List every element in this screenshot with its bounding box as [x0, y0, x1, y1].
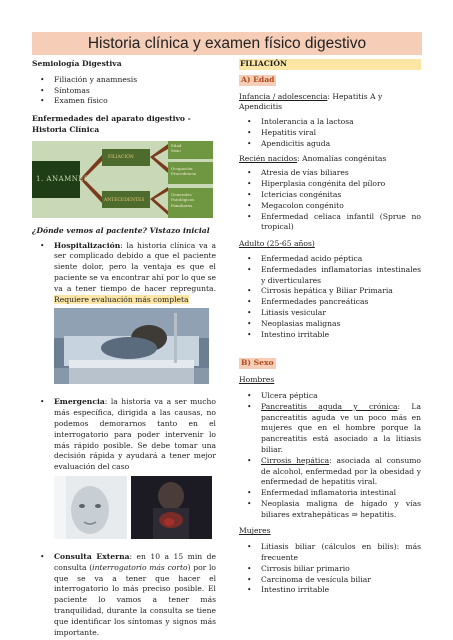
emergency-photos	[54, 476, 212, 539]
right-column	[239, 58, 421, 596]
text: ) por lo que se va a tener que hacer el interrogatorio lo más preciso posible. El paciente lo vamos a tener más tranquilidad, durante la consulta se tiene que identificar los síntomas y signos más importante.	[54, 562, 216, 637]
adulto-label: Adulto (25-65 años)	[239, 239, 315, 249]
italic-text: interrogatorio más corto	[92, 562, 188, 572]
sexo-heading: B) Sexo	[241, 358, 274, 368]
list-item-emergencia	[32, 397, 216, 473]
diagram-text: Familiares	[171, 202, 193, 208]
recien-rest: : Anomalías congénitas	[297, 153, 387, 163]
list-item: • Examen físico	[32, 96, 216, 107]
page-title: Historia clínica y examen físico digestivo	[87, 35, 367, 52]
infancia-list	[239, 117, 421, 149]
list-item: • Neoplasias malignas	[239, 319, 421, 330]
term: Hospitalización	[54, 240, 121, 250]
semiologia-list	[32, 75, 216, 107]
recien-label: Recién nacidos	[239, 153, 298, 163]
list-item: • Apendicitis aguda	[239, 139, 421, 150]
emergency-photo-hands	[131, 476, 212, 539]
filiacion-heading: FILIACIÓN	[239, 59, 421, 70]
text: : asociada al consumo de alcohol, enfermedad por la obesidad y enfermedad de hepatitis viral.	[261, 455, 421, 487]
hospital-photo	[54, 308, 209, 384]
list-item: • Intestino irritable	[239, 330, 421, 341]
adulto-list	[239, 254, 421, 340]
diagram-box-bottom	[171, 192, 194, 209]
term: Consulta Externa	[54, 551, 130, 561]
setting-list-2	[32, 397, 216, 473]
left-column	[32, 58, 216, 638]
hands-photo-svg	[131, 476, 212, 539]
semiologia-heading: Semiología Digestiva	[32, 59, 122, 68]
list-item: • Megacolon congénito	[239, 201, 421, 212]
recien-list	[239, 168, 421, 233]
recien-line	[239, 154, 421, 165]
term: Cirrosis hepática	[261, 455, 330, 465]
list-item: • Enfermedad acido péptica	[239, 254, 421, 265]
infancia-rest: : Hepatitis A y Apendicitis	[239, 91, 383, 112]
diagram-filiacion-label: FILIACIÓN	[108, 154, 134, 160]
diagram-text: Patológicos	[171, 197, 195, 203]
term: Emergencia	[54, 397, 105, 407]
infancia-line	[239, 92, 421, 114]
list-item: • Enfermedad celiaca infantil (Sprue no tropical)	[239, 212, 421, 234]
list-item: • Intolerancia a la lactosa	[239, 117, 421, 128]
question-heading: ¿Dónde vemos al paciente? Vistazo inicial	[32, 225, 210, 235]
setting-list	[32, 241, 216, 306]
diagram-text: Procedencia	[171, 170, 197, 176]
list-item: • Filiación y anamnesis	[32, 75, 216, 86]
mujeres-list	[239, 542, 421, 596]
list-item: • Cirrosis biliar primario	[239, 564, 421, 575]
list-item-cirrosis	[239, 456, 421, 488]
list-item: • Síntomas	[32, 86, 216, 97]
enfermedades-heading: Enfermedades del aparato digestivo - Historia Clínica	[32, 114, 191, 134]
list-item: • Enfermedad inflamatoria intestinal	[239, 488, 421, 499]
diagram-box-top	[171, 143, 181, 153]
list-item: • Cirrosis hepática y Biliar Primaria	[239, 286, 421, 297]
list-item: • Litiasis vesicular	[239, 308, 421, 319]
list-item: • Atresia de vías biliares	[239, 168, 421, 179]
list-item-consulta	[32, 552, 216, 638]
list-item: • Hiperplasia congénita del píloro	[239, 179, 421, 190]
highlight: Requiere evaluación más completa	[54, 294, 189, 304]
list-item: • Enfermedades inflamatorias intestinales y diverticulares	[239, 265, 421, 287]
list-item: • Intestino irritable	[239, 585, 421, 596]
text: : La pancreatitis aguda ve un poco más en mujeres que en el hombre porque la pancreatitis está asociado a la litiasis biliar.	[261, 401, 421, 454]
text: : la historia va a ser mucho más específica, dirigida a las causas, no podemos demorarnos tanto en el interrogatorio para poder intervenir lo más rápido posible. Se debe tomar una decisión rápida y ayudará a tener mejor evaluación del caso	[54, 397, 216, 472]
emergency-photo-face	[54, 476, 127, 539]
list-item: • Ictericias congénitas	[239, 190, 421, 201]
list-item: • Hepatitis viral	[239, 128, 421, 139]
list-item: • Litiasis biliar (cálculos en bilis): más frecuente	[239, 542, 421, 564]
diagram-antecedentes-label: ANTECEDENTES	[104, 197, 145, 203]
adulto-line	[239, 239, 421, 250]
edad-heading: A) Edad	[241, 74, 275, 84]
text: : la historia clínica va a ser complicado debido a que el paciente siente dolor, pero la ventaja es que el paciente se va encontrar ahí por lo que se va a tener tiempo de hacer repregunta.	[54, 240, 217, 293]
list-item-pancreatitis	[239, 402, 421, 456]
diagram-main-label: 1. ANAMNESIS	[36, 174, 98, 183]
text: : en 10 a 15 min de consulta (	[54, 551, 216, 572]
list-item: • Carcinoma de vesícula biliar	[239, 575, 421, 586]
setting-list-3	[32, 552, 216, 638]
list-item: • Enfermedades pancreáticas	[239, 297, 421, 308]
mujeres-label: Mujeres	[239, 526, 271, 536]
list-item: • Ulcera péptica	[239, 391, 421, 402]
hombres-label: Hombres	[239, 375, 275, 385]
diagram-box-mid	[171, 166, 196, 176]
list-item-hospitalizacion	[32, 241, 216, 306]
hombres-list	[239, 391, 421, 521]
term: Pancreatitis aguda y crónica	[261, 401, 398, 411]
diagram-text: Sexo	[171, 147, 181, 153]
list-item: • Neoplasia maligna de hígado y vías biliares extrahepáticas ⇒ hepatitis.	[239, 499, 421, 521]
diagram-text: Generales	[171, 191, 192, 197]
anamnesis-diagram	[32, 141, 213, 218]
page-title-bar	[32, 32, 422, 55]
diagram-text: Ocupación	[171, 165, 193, 171]
hospital-photo-svg	[54, 308, 209, 384]
diagram-text: Edad	[171, 142, 182, 148]
infancia-label: Infancia / adolescencia	[239, 91, 328, 101]
face-photo-svg	[54, 476, 127, 539]
